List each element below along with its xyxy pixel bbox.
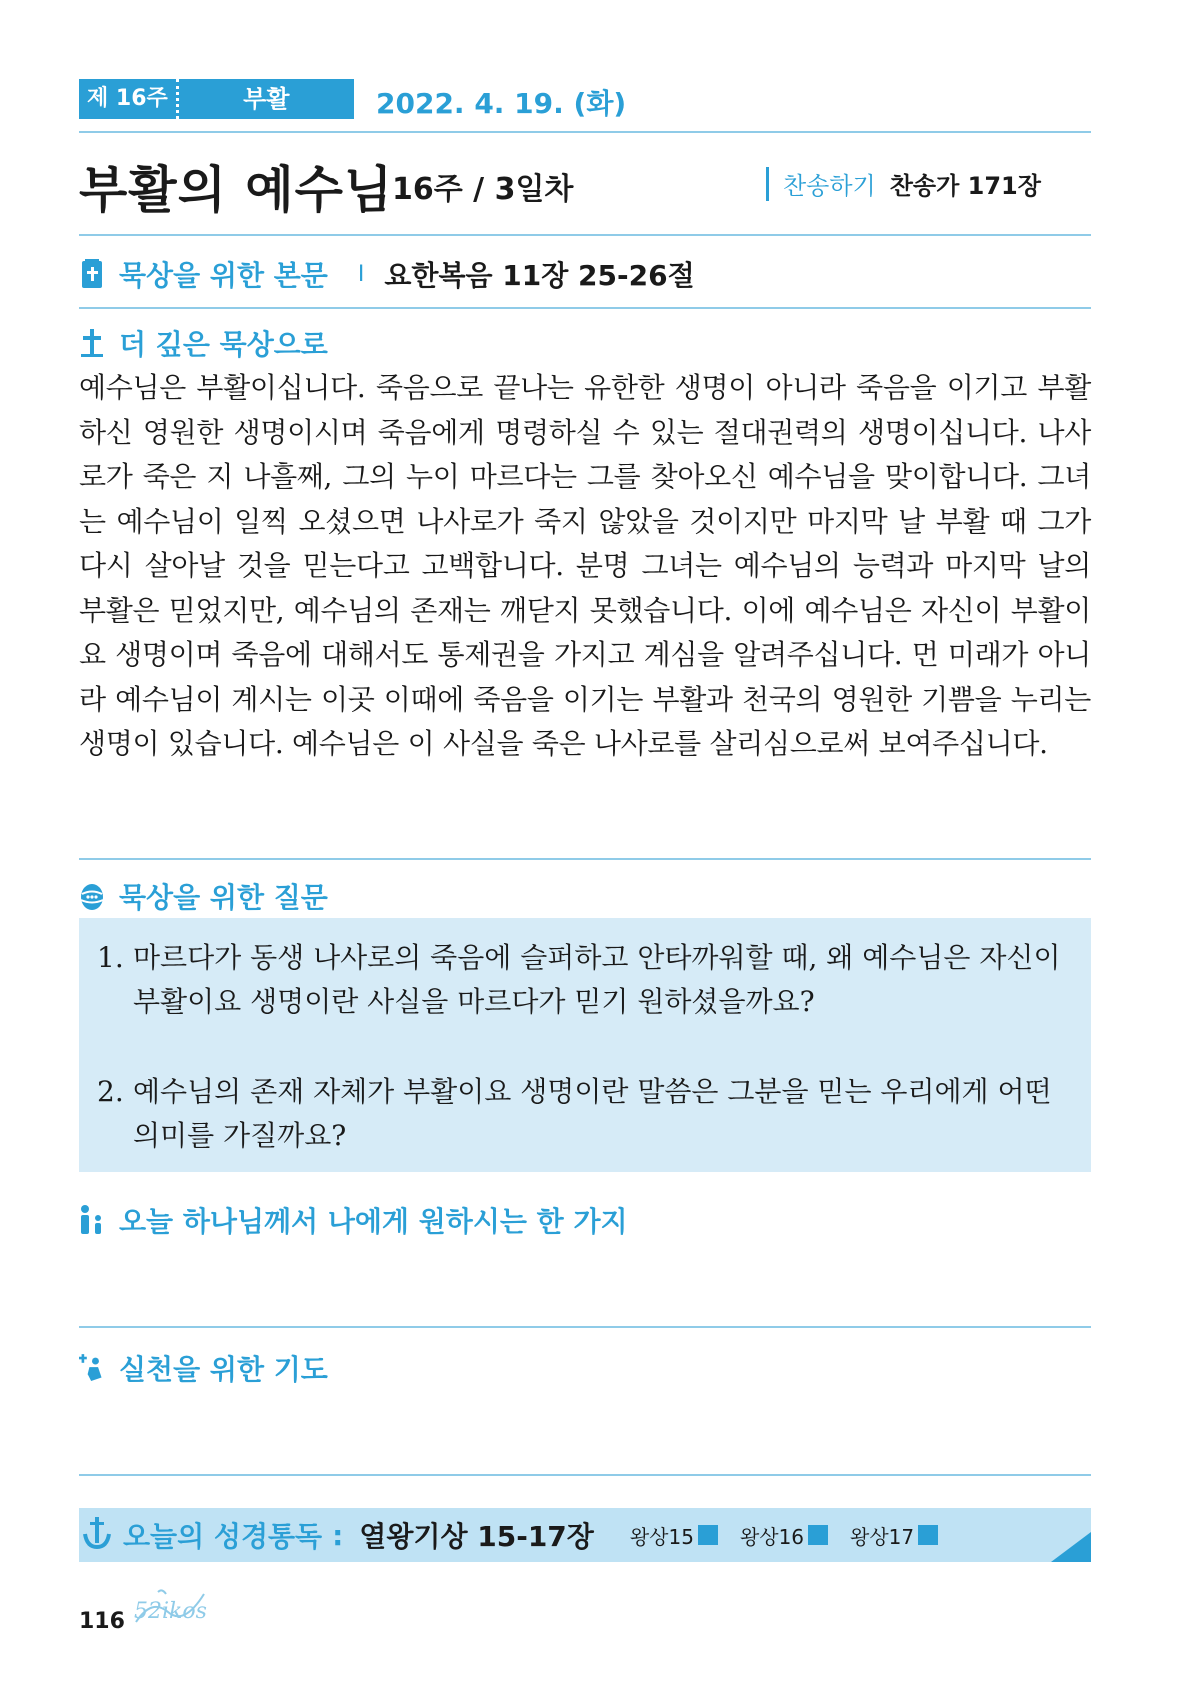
corner-triangle [1051,1532,1091,1562]
deeper-label: 더 깊은 묵상으로 [119,328,328,361]
topic-label: 부활 [179,79,354,119]
date: 2022. 4. 19. (화) [376,87,627,120]
reading-label: 오늘의 성경통독 [123,1520,323,1553]
people-icon [79,1204,105,1236]
anchor-cross-icon [83,1516,111,1554]
deeper-section [79,323,328,363]
divider [79,131,1091,133]
reading-check-17[interactable] [850,1521,938,1550]
divider [79,234,1091,236]
question-item [97,1070,1077,1158]
egg-icon [79,880,105,912]
reading-check-label: 왕상16 [739,1524,805,1549]
bible-icon [79,258,105,290]
hymn-bar [766,167,769,201]
questions-label: 묵상을 위한 질문 [119,881,328,914]
reading-colon: : [332,1518,344,1552]
passage-reference: 요한복음 11장 25-26절 [384,259,695,292]
passage-section [79,254,695,294]
question-text: 예수님의 존재 자체가 부활이요 생명이란 말씀은 그분을 믿는 우리에게 어떤 의미를 가질까요? [133,1075,1052,1152]
question-text: 마르다가 동생 나사로의 죽음에 슬퍼하고 안타까워할 때, 왜 예수님은 자신이 부활이요 생명이란 사실을 마르다가 믿기 원하셨을까요? [133,941,1061,1018]
questions-section [79,876,328,916]
divider [79,307,1091,309]
praying-icon [79,1352,105,1384]
cross-icon [79,327,105,359]
passage-label: 묵상을 위한 본문 [119,259,328,292]
page-number: 116 [79,1609,125,1634]
page-title: 부활의 예수님 [79,161,394,219]
reading-check-15[interactable] [630,1521,718,1550]
bible-reading-bar [79,1508,1091,1562]
logo-text: 52ikos [134,1599,207,1624]
checkbox[interactable] [808,1525,828,1545]
today-one-section [79,1200,628,1240]
today-one-label: 오늘 하나님께서 나에게 원하시는 한 가지 [119,1205,628,1238]
reading-check-16[interactable] [740,1521,828,1550]
divider [79,1474,1091,1476]
week-label: 제 16주 [79,79,179,119]
hymn-value: 찬송가 171장 [889,172,1041,200]
passage-separator: I [357,261,365,287]
reading-check-label: 왕상17 [850,1524,915,1549]
question-item [97,936,1077,1024]
checkbox[interactable] [698,1525,718,1545]
question-number: 2. [97,1075,124,1108]
checkbox[interactable] [918,1525,938,1545]
question-number: 1. [97,941,124,974]
meditation-text: 예수님은 부활이십니다. 죽음으로 끝나는 유한한 생명이 아니라 죽음을 이기고 부활하신 영원한 생명이시며 죽음에게 명령하실 수 있는 절대권력의 생명이십니다. 나사로가 죽은 지 나흘째, 그의 누이 마르다는 그를 찾아오신 예수님을 맞이합니다. 그녀는 예수님이 일찍 오셨으면 나사로가 죽지 않았을 것이지만 마지막 날 부활 때 그가 다시 살아날 것을 믿는다고 고백합니다. 분명 그녀는 예수님의 능력과 마지막 날의 부활은 믿었지만, 예수님의 존재는 깨닫지 못했습니다. 이에 예수님은 자신이 부활이요 생명이며 죽음에 대해서도 통제권을 가지고 계심을 알려주십니다. 먼 미래가 아니라 예수님이 계시는 이곳 이때에 죽음을 이기는 부활과 천국의 영원한 기쁨을 누리는 생명이 있습니다. 예수님은 이 사실을 죽은 나사로를 살리심으로써 보여주십니다. [79,371,1091,760]
hymn-info [766,166,1041,201]
week-badge [79,79,354,119]
questions-box [79,918,1091,1172]
prayer-label: 실천을 위한 기도 [119,1353,328,1386]
reading-reference: 열왕기상 15-17장 [359,1520,594,1553]
hymn-label: 찬송하기 [783,172,876,200]
ikos-logo [128,1584,214,1636]
week-day: 16주 / 3일차 [392,172,574,207]
reading-check-label: 왕상15 [629,1524,694,1549]
prayer-section [79,1348,328,1388]
divider [79,1326,1091,1328]
divider [79,858,1091,860]
